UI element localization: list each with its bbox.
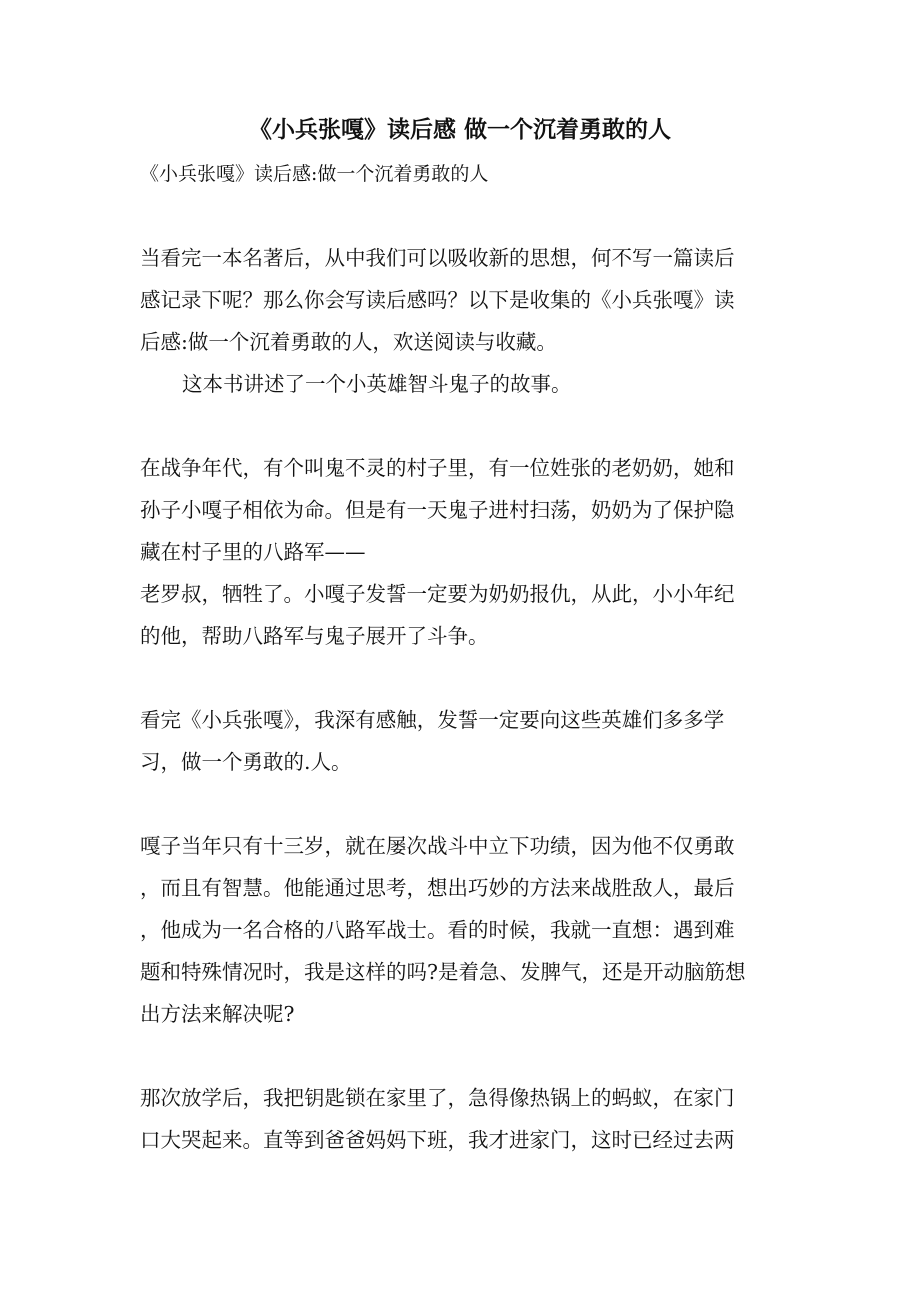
- text-line: 在战争年代，有个叫鬼不灵的村子里，有一位姓张的老奶奶，她和: [140, 456, 735, 480]
- text-line: 嘎子当年只有十三岁，就在屡次战斗中立下功绩，因为他不仅勇敢: [140, 834, 735, 858]
- text-line: 的他，帮助八路军与鬼子展开了斗争。: [140, 624, 489, 648]
- document-title: 《小兵张嘎》读后感 做一个沉着勇敢的人: [248, 116, 671, 143]
- text-line: 那次放学后，我把钥匙锁在家里了，急得像热锅上的蚂蚁，在家门: [140, 1086, 735, 1110]
- text-line: 看完《小兵张嘎》，我深有感触，发誓一定要向这些英雄们多多学: [140, 708, 725, 732]
- text-line: 口大哭起来。直等到爸爸妈妈下班，我才进家门，这时已经过去两: [140, 1128, 735, 1152]
- text-line: ，他成为一名合格的八路军战士。看的时候，我就一直想：遇到难: [140, 918, 735, 942]
- text-line: 这本书讲述了一个小英雄智斗鬼子的故事。: [182, 372, 572, 396]
- text-line: 习，做一个勇敢的.人。: [140, 750, 352, 774]
- text-line: 出方法来解决呢?: [140, 1002, 295, 1026]
- text-line: 感记录下呢？那么你会写读后感吗？以下是收集的《小兵张嘎》读: [140, 288, 735, 312]
- text-line: ，而且有智慧。他能通过思考，想出巧妙的方法来战胜敌人，最后: [140, 876, 735, 900]
- text-line: 题和特殊情况时，我是这样的吗?是着急、发脾气，还是开动脑筋想: [140, 960, 746, 984]
- document-subtitle: 《小兵张嘎》读后感:做一个沉着勇敢的人: [140, 163, 489, 185]
- text-line: 老罗叔，牺牲了。小嘎子发誓一定要为奶奶报仇，从此，小小年纪: [140, 582, 735, 606]
- text-line: 当看完一本名著后，从中我们可以吸收新的思想，何不写一篇读后: [140, 246, 735, 270]
- text-line: 后感:做一个沉着勇敢的人，欢送阅读与收藏。: [140, 330, 557, 354]
- text-line: 孙子小嘎子相依为命。但是有一天鬼子进村扫荡，奶奶为了保护隐: [140, 498, 735, 522]
- text-line: 藏在村子里的八路军——: [140, 540, 366, 564]
